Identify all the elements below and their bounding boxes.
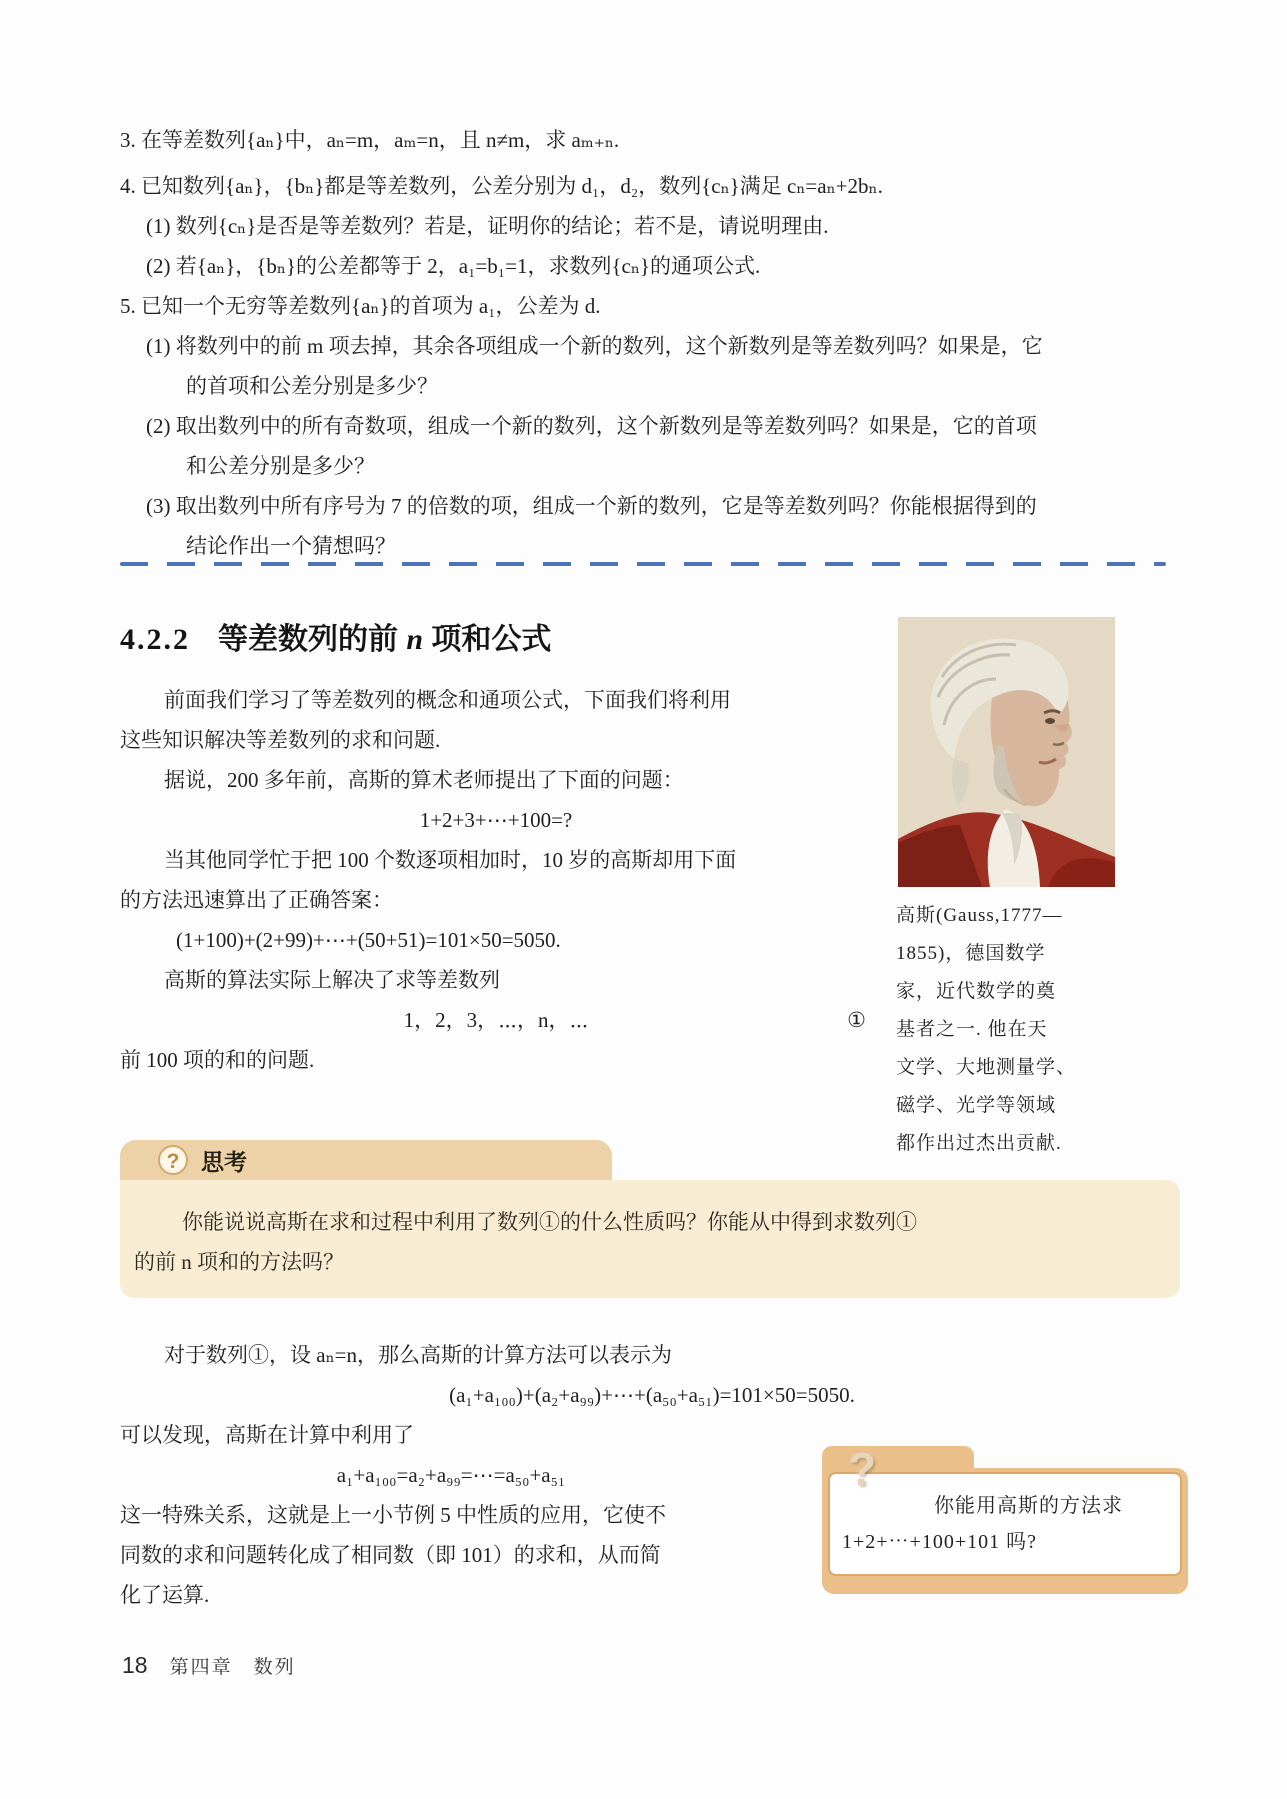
margin-question-line: 1+2+⋯+100+101 吗? <box>842 1531 1037 1553</box>
gauss-caption <box>896 897 1128 1163</box>
question-icon: ? <box>158 1145 188 1175</box>
paragraph-line: 的方法迅速算出了正确答案： <box>120 888 393 912</box>
paragraph-line: 当其他同学忙于把 100 个数逐项相加时，10 岁的高斯却用下面 <box>164 848 737 872</box>
caption-line: 高斯(Gauss,1777— <box>896 905 1063 926</box>
formula-sum-1-to-100: 1+2+3+⋯+100=? <box>419 808 573 832</box>
exercise-item-4-2: (2) 若{aₙ}，{bₙ}的公差都等于 2，a₁=b₁=1，求数列{cₙ}的通项公式. <box>146 254 761 278</box>
exercise-item-5-3-cont: 结论作出一个猜想吗？ <box>186 534 396 558</box>
paragraph-line: 对于数列①，设 aₙ=n，那么高斯的计算方法可以表示为 <box>164 1343 672 1367</box>
think-question-line: 你能说说高斯在求和过程中利用了数列①的什么性质吗？你能从中得到求数列① <box>182 1210 917 1234</box>
caption-line: 家，近代数学的奠 <box>896 981 1057 1002</box>
think-box-title: 思考 <box>201 1148 247 1175</box>
sequence-line <box>120 1000 872 1040</box>
caption-line: 基者之一. 他在天 <box>896 1019 1048 1040</box>
paragraph-line: 前 100 项的和的问题. <box>120 1048 315 1072</box>
exercise-item-5-2-cont: 和公差分别是多少？ <box>186 454 375 478</box>
paragraph-line: 可以发现，高斯在计算中利用了 <box>120 1423 414 1447</box>
paragraph-line: 同数的求和问题转化成了相同数（即 101）的求和，从而简 <box>120 1543 661 1567</box>
caption-line: 磁学、光学等领域 <box>896 1095 1057 1116</box>
paragraph-line: 前面我们学习了等差数列的概念和通项公式，下面我们将利用 <box>164 688 731 712</box>
margin-question-box <box>822 1443 1188 1596</box>
exercise-item-5-1-cont: 的首项和公差分别是多少？ <box>186 374 438 398</box>
exercise-item-5-1: (1) 将数列中的前 m 项去掉，其余各项组成一个新的数列，这个新数列是等差数列吗？如果是，它 <box>146 334 1043 358</box>
caption-line: 1855)，德国数学 <box>896 943 1046 964</box>
question-mark-icon: ? <box>848 1443 877 1495</box>
page-footer <box>122 1652 296 1679</box>
exercise-item-4: 4. 已知数列{aₙ}，{bₙ}都是等差数列，公差分别为 d₁，d₂，数列{cₙ}满足 cₙ=aₙ+2bₙ. <box>120 174 883 198</box>
main-text-column <box>120 680 872 1080</box>
section-title-pre: 等差数列的前 <box>218 623 407 656</box>
think-box-tab <box>120 1140 612 1180</box>
gauss-portrait <box>898 617 1115 887</box>
exercise-item-5: 5. 已知一个无穷等差数列{aₙ}的首项为 a₁，公差为 d. <box>120 294 601 318</box>
chapter-label: 第四章 数列 <box>169 1657 296 1678</box>
think-question-line: 的前 n 项和的方法吗？ <box>134 1250 344 1274</box>
section-number: 4.2.2 <box>120 623 190 656</box>
exercise-item-5-3: (3) 取出数列中所有序号为 7 的倍数的项，组成一个新的数列，它是等差数列吗？你能根据得到的 <box>146 494 1037 518</box>
think-box <box>120 1140 1180 1298</box>
formula-gauss-pairing: (1+100)+(2+99)+⋯+(50+51)=101×50=5050. <box>176 928 561 952</box>
paragraph-line: 这些知识解决等差数列的求和问题. <box>120 728 441 752</box>
exercise-item-4-1: (1) 数列{cₙ}是否是等差数列？若是，证明你的结论；若不是，请说明理由. <box>146 214 829 238</box>
page-number: 18 <box>122 1652 148 1678</box>
section-title-var: n <box>406 623 424 656</box>
paragraph-line: 高斯的算法实际上解决了求等差数列 <box>164 968 500 992</box>
paragraph-line: 这一特殊关系，这就是上一小节例 5 中性质的应用，它使不 <box>120 1503 666 1527</box>
exercise-item-3: 3. 在等差数列{aₙ}中，aₙ=m，aₘ=n，且 n≠m，求 aₘ₊ₙ. <box>120 128 620 152</box>
formula-gauss-general: (a₁+a₁₀₀)+(a₂+a₉₉)+⋯+(a₅₀+a₅₁)=101×50=5050. <box>449 1383 855 1407</box>
question-sheet <box>828 1472 1182 1576</box>
exercise-list <box>120 120 1184 566</box>
paragraph-line: 据说，200 多年前，高斯的算术老师提出了下面的问题： <box>164 768 684 792</box>
section-title-post: 项和公式 <box>423 623 552 656</box>
caption-line: 都作出过杰出贡献. <box>896 1133 1062 1154</box>
caption-line: 文学、大地测量学、 <box>896 1057 1077 1078</box>
formula-pair-equality: a₁+a₁₀₀=a₂+a₉₉=⋯=a₅₀+a₅₁ <box>336 1463 566 1487</box>
equation-number-1: ① <box>847 1008 866 1032</box>
section-heading <box>120 614 551 658</box>
think-box-body <box>120 1180 1180 1298</box>
exercise-item-5-2: (2) 取出数列中的所有奇数项，组成一个新的数列，这个新数列是等差数列吗？如果是，它的首项 <box>146 414 1037 438</box>
margin-question-line: 你能用高斯的方法求 <box>934 1495 1123 1517</box>
paragraph-line: 化了运算. <box>120 1583 210 1607</box>
sequence-1-2-3-n: 1，2，3，⋯，n，⋯ <box>403 1008 589 1032</box>
section-divider <box>120 562 1166 566</box>
